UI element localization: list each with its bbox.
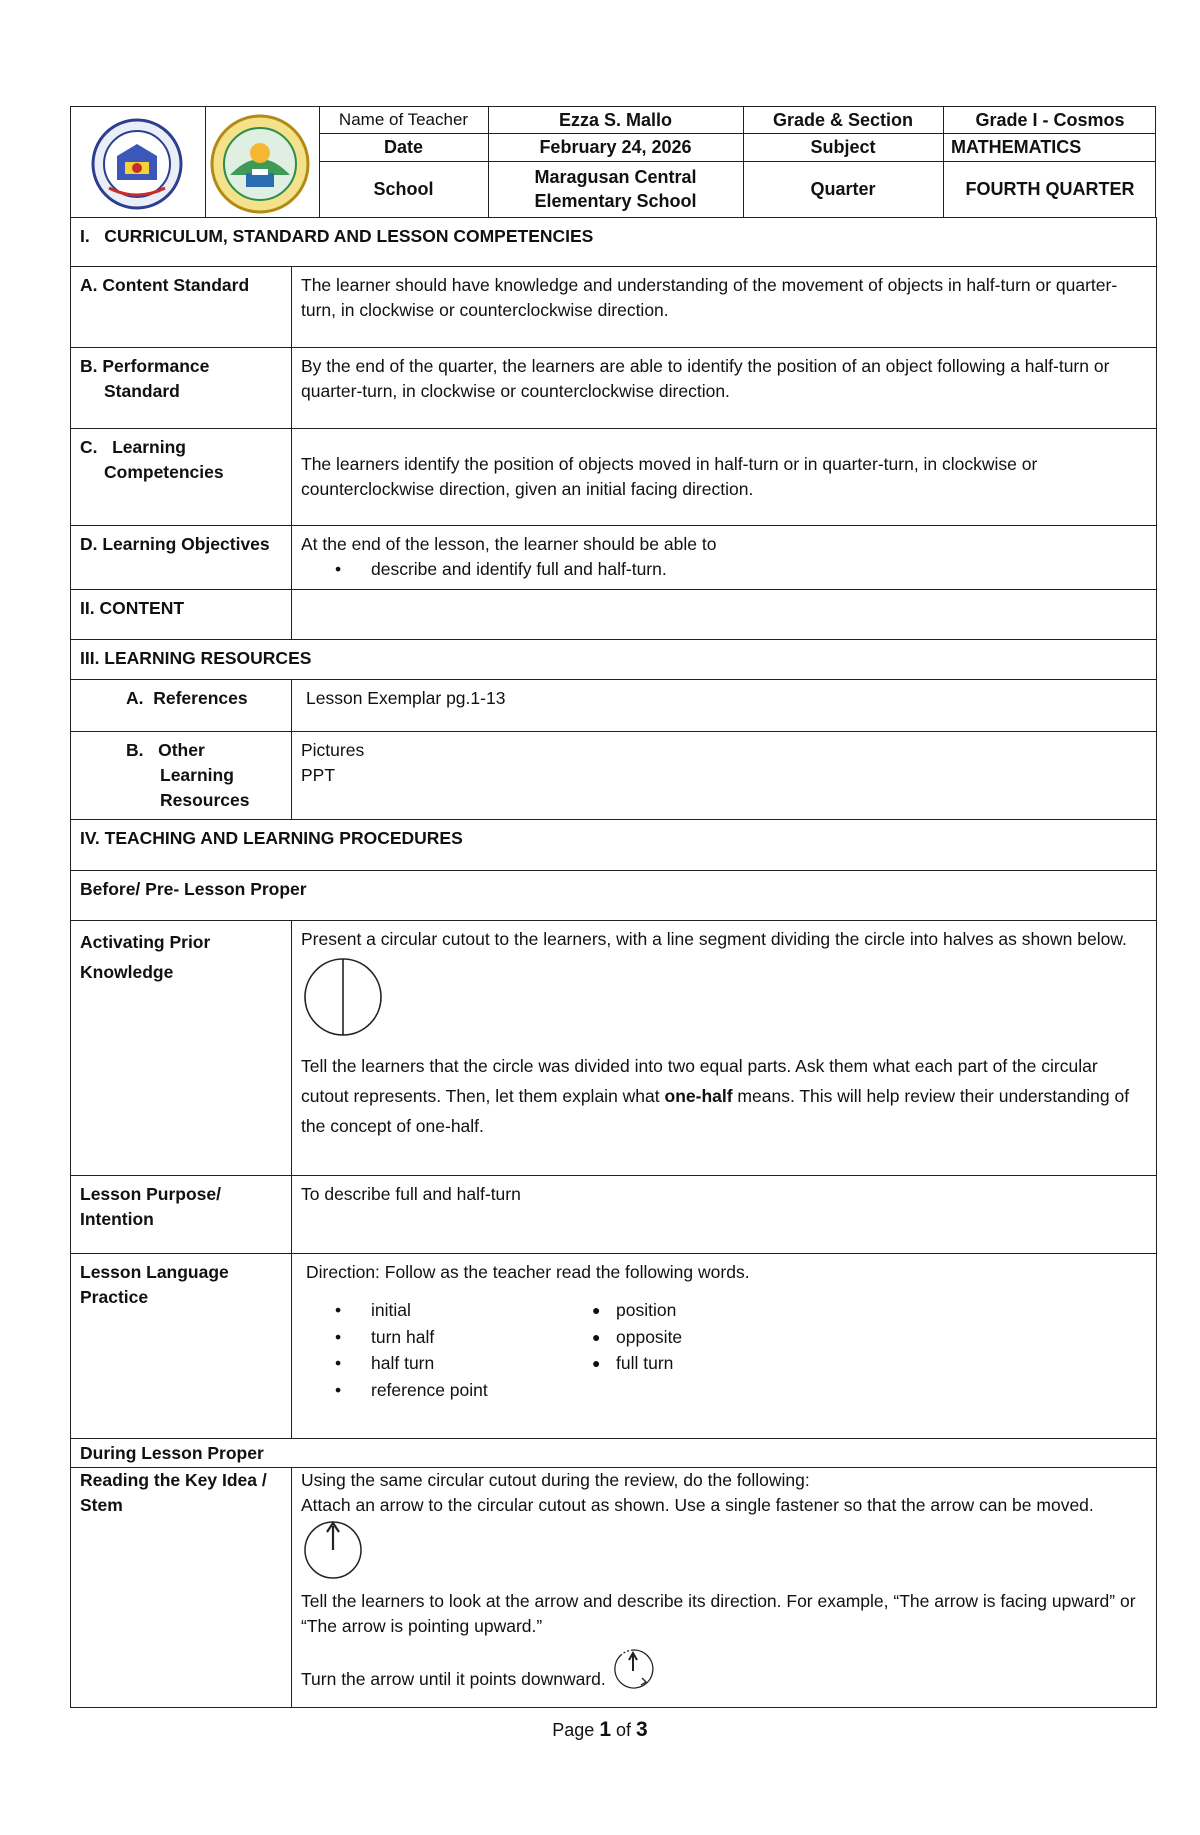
learning-objectives-label: D. Learning Objectives <box>71 526 292 590</box>
learning-objectives-cell <box>292 526 1157 590</box>
key-idea-cell <box>292 1468 1157 1708</box>
lesson-purpose-label: Lesson Purpose/ Intention <box>71 1176 292 1254</box>
half-circle-icon <box>301 956 1147 1045</box>
school-line-1: Maragusan Central <box>534 167 697 187</box>
learning-competencies-label: C. Learning Competencies <box>71 429 292 526</box>
lesson-purpose-text: To describe full and half-turn <box>292 1176 1157 1254</box>
before-lesson-title: Before/ Pre- Lesson Proper <box>71 871 1157 921</box>
key-idea-p2: Attach an arrow to the circular cutout as shown. Use a single fastener so that the arrow can be moved. <box>301 1493 1147 1587</box>
header-table <box>70 106 1156 218</box>
teacher-name: Ezza S. Mallo <box>558 110 673 130</box>
objectives-intro: At the end of the lesson, the learner should be able to <box>301 534 717 554</box>
one-half-term: one-half <box>664 1086 733 1106</box>
teacher-label: Name of Teacher <box>338 110 469 129</box>
objective-item: • describe and identify full and half-turn. <box>371 557 1147 582</box>
content-standard-label: A. Content Standard <box>71 267 292 348</box>
section-1-title: I. CURRICULUM, STANDARD AND LESSON COMPETENCIES <box>71 218 1157 267</box>
prior-knowledge-p2: Tell the learners that the circle was divided into two equal parts. Ask them what each part of the circular cutout represents. Then, let them explain what one-half means. This will help review their understanding of the concept of one-half. <box>301 1056 1130 1136</box>
content-standard-text: The learner should have knowledge and understanding of the movement of objects in half-turn or quarter-turn, in clockwise or counterclockwise direction. <box>292 267 1157 348</box>
grade-section-value: Grade I - Cosmos <box>975 110 1125 130</box>
language-practice-label: Lesson Language Practice <box>71 1254 292 1439</box>
language-practice-cell <box>292 1254 1157 1439</box>
key-idea-label: Reading the Key Idea / Stem <box>71 1468 292 1708</box>
performance-standard-label: B. Performance Standard <box>71 348 292 429</box>
during-lesson-title: During Lesson Proper <box>71 1439 1157 1468</box>
content-value <box>292 590 1157 640</box>
references-value: Lesson Exemplar pg.1-13 <box>292 680 1157 732</box>
prior-knowledge-label: Activating Prior Knowledge <box>71 921 292 1176</box>
vocabulary-word: • half turn <box>371 1350 616 1377</box>
deped-logo <box>89 118 185 215</box>
other-resource-ppt: PPT <box>301 765 336 785</box>
quarter-value: FOURTH QUARTER <box>965 179 1135 199</box>
subject-label: Subject <box>810 137 876 157</box>
vocabulary-word: ● position <box>616 1297 916 1324</box>
vocabulary-word: • initial <box>371 1297 616 1324</box>
school-value <box>488 161 743 217</box>
section-4-title: IV. TEACHING AND LEARNING PROCEDURES <box>71 820 1157 871</box>
key-idea-p1: Using the same circular cutout during the review, do the following: <box>301 1470 810 1490</box>
references-label: A. References <box>71 680 292 732</box>
section-3-title: III. LEARNING RESOURCES <box>71 640 1157 680</box>
other-resource-pictures: Pictures <box>301 740 365 760</box>
vocabulary-word: ● full turn <box>616 1350 916 1377</box>
page-footer <box>0 1718 1200 1742</box>
vocabulary-word: • turn half <box>371 1324 616 1351</box>
prior-knowledge-p1: Present a circular cutout to the learners, with a line segment dividing the circle into halves as shown below. <box>301 929 1127 949</box>
of-word: of <box>616 1720 632 1740</box>
subject-value: MATHEMATICS <box>951 137 1082 157</box>
school-line-2: Elementary School <box>534 191 697 211</box>
page-word: Page <box>552 1720 595 1740</box>
grade-section-label: Grade & Section <box>772 110 914 130</box>
school-label: School <box>373 179 434 199</box>
key-idea-p3: Tell the learners to look at the arrow and describe its direction. For example, “The arrow is facing upward” or “The arrow is pointing upward.” <box>301 1591 1136 1636</box>
prior-knowledge-cell <box>292 921 1157 1176</box>
words-column-2 <box>616 1297 916 1403</box>
words-column-1 <box>301 1297 616 1403</box>
date-label: Date <box>383 137 423 157</box>
vocabulary-word: • reference point <box>371 1377 616 1404</box>
language-direction: Direction: Follow as the teacher read the following words. <box>306 1262 750 1282</box>
page-number: 1 <box>599 1718 611 1741</box>
performance-standard-text: By the end of the quarter, the learners are able to identify the position of an object following a half-turn or quarter-turn, in clockwise or counterclockwise direction. <box>292 348 1157 429</box>
learning-competencies-text: The learners identify the position of objects moved in half-turn or in quarter-turn, in clockwise or counterclockwise direction, given an initial facing direction. <box>292 429 1157 526</box>
arrow-turn-circle-icon <box>611 1647 655 1698</box>
section-2-title: II. CONTENT <box>71 590 292 640</box>
quarter-label: Quarter <box>810 179 876 199</box>
date-value: February 24, 2026 <box>539 137 692 157</box>
key-idea-p4: Turn the arrow until it points downward. <box>301 1647 1147 1698</box>
other-resources-label: B. Other Learning Resources <box>71 732 292 820</box>
lesson-plan-table <box>70 217 1157 1708</box>
division-logo <box>208 113 312 220</box>
page-total: 3 <box>636 1718 648 1741</box>
vocabulary-word: ● opposite <box>616 1324 916 1351</box>
arrow-up-circle-icon <box>301 1518 365 1587</box>
other-resources-cell <box>292 732 1157 820</box>
